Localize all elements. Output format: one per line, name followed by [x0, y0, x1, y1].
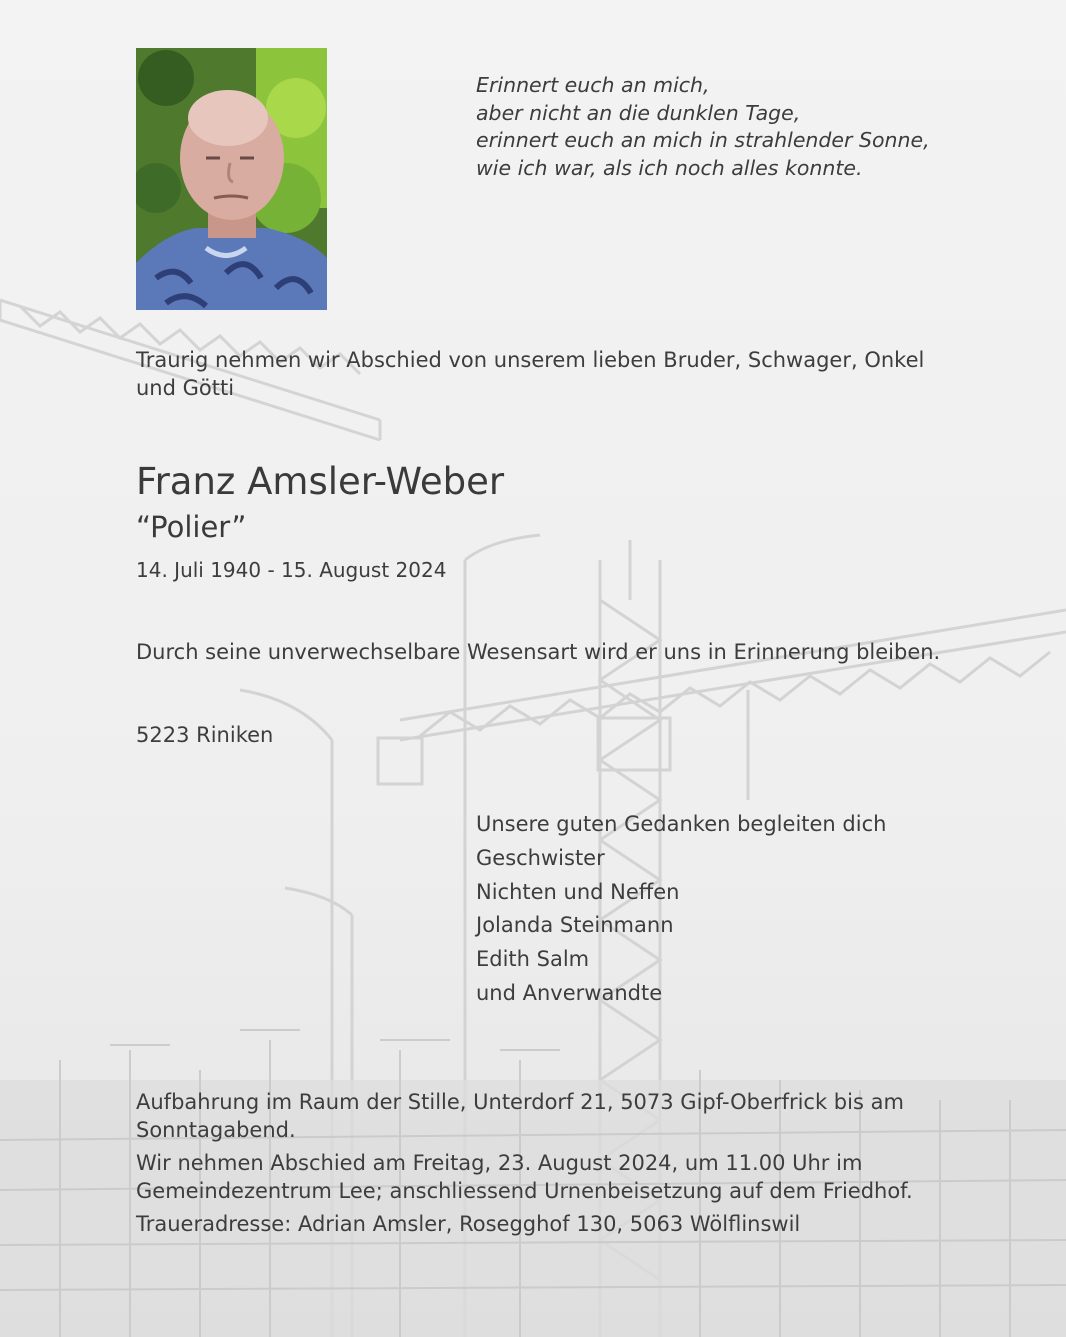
mourners-line: und Anverwandte [476, 980, 663, 1005]
poem [476, 72, 1036, 182]
nickname: “Polier” [136, 510, 247, 544]
portrait-photo-icon [136, 48, 327, 310]
viewing-info: Aufbahrung im Raum der Stille, Unterdorf 21, 5073 Gipf-Oberfrick bis am Sonntagabend. [136, 1090, 904, 1142]
mourners-line: Nichten und Neffen [476, 879, 680, 904]
funeral-info [136, 1089, 936, 1245]
mourners-line: Unsere guten Gedanken begleiten dich [476, 812, 887, 836]
mourning-address: Traueradresse: Adrian Amsler, Rosegghof 130, 5063 Wölflinswil [136, 1212, 801, 1236]
poem-line: wie ich war, als ich noch alles konnte. [476, 155, 863, 180]
intro-text: Traurig nehmen wir Abschied von unserem lieben Bruder, Schwager, Onkel und Götti [136, 348, 925, 400]
mourners-line: Geschwister [476, 845, 605, 870]
life-dates: 14. Juli 1940 - 15. August 2024 [136, 558, 447, 582]
mourners-line: Jolanda Steinmann [476, 913, 674, 938]
mourners-line: Edith Salm [476, 947, 590, 972]
deceased-name: Franz Amsler-Weber [136, 460, 505, 503]
poem-line: aber nicht an die dunklen Tage, [476, 100, 801, 125]
portrait-photo [136, 48, 327, 310]
place: 5223 Riniken [136, 723, 274, 747]
poem-line: erinnert euch an mich in strahlender Sonne, [476, 128, 930, 152]
mourners-list [476, 808, 886, 1011]
farewell-info: Wir nehmen Abschied am Freitag, 23. August 2024, um 11.00 Uhr im Gemeindezentrum Lee; anschliessend Urnenbeisetzung auf dem Friedhof. [136, 1151, 913, 1203]
poem-line: Erinnert euch an mich, [476, 73, 710, 97]
memory-text: Durch seine unverwechselbare Wesensart wird er uns in Erinnerung bleiben. [136, 640, 941, 664]
